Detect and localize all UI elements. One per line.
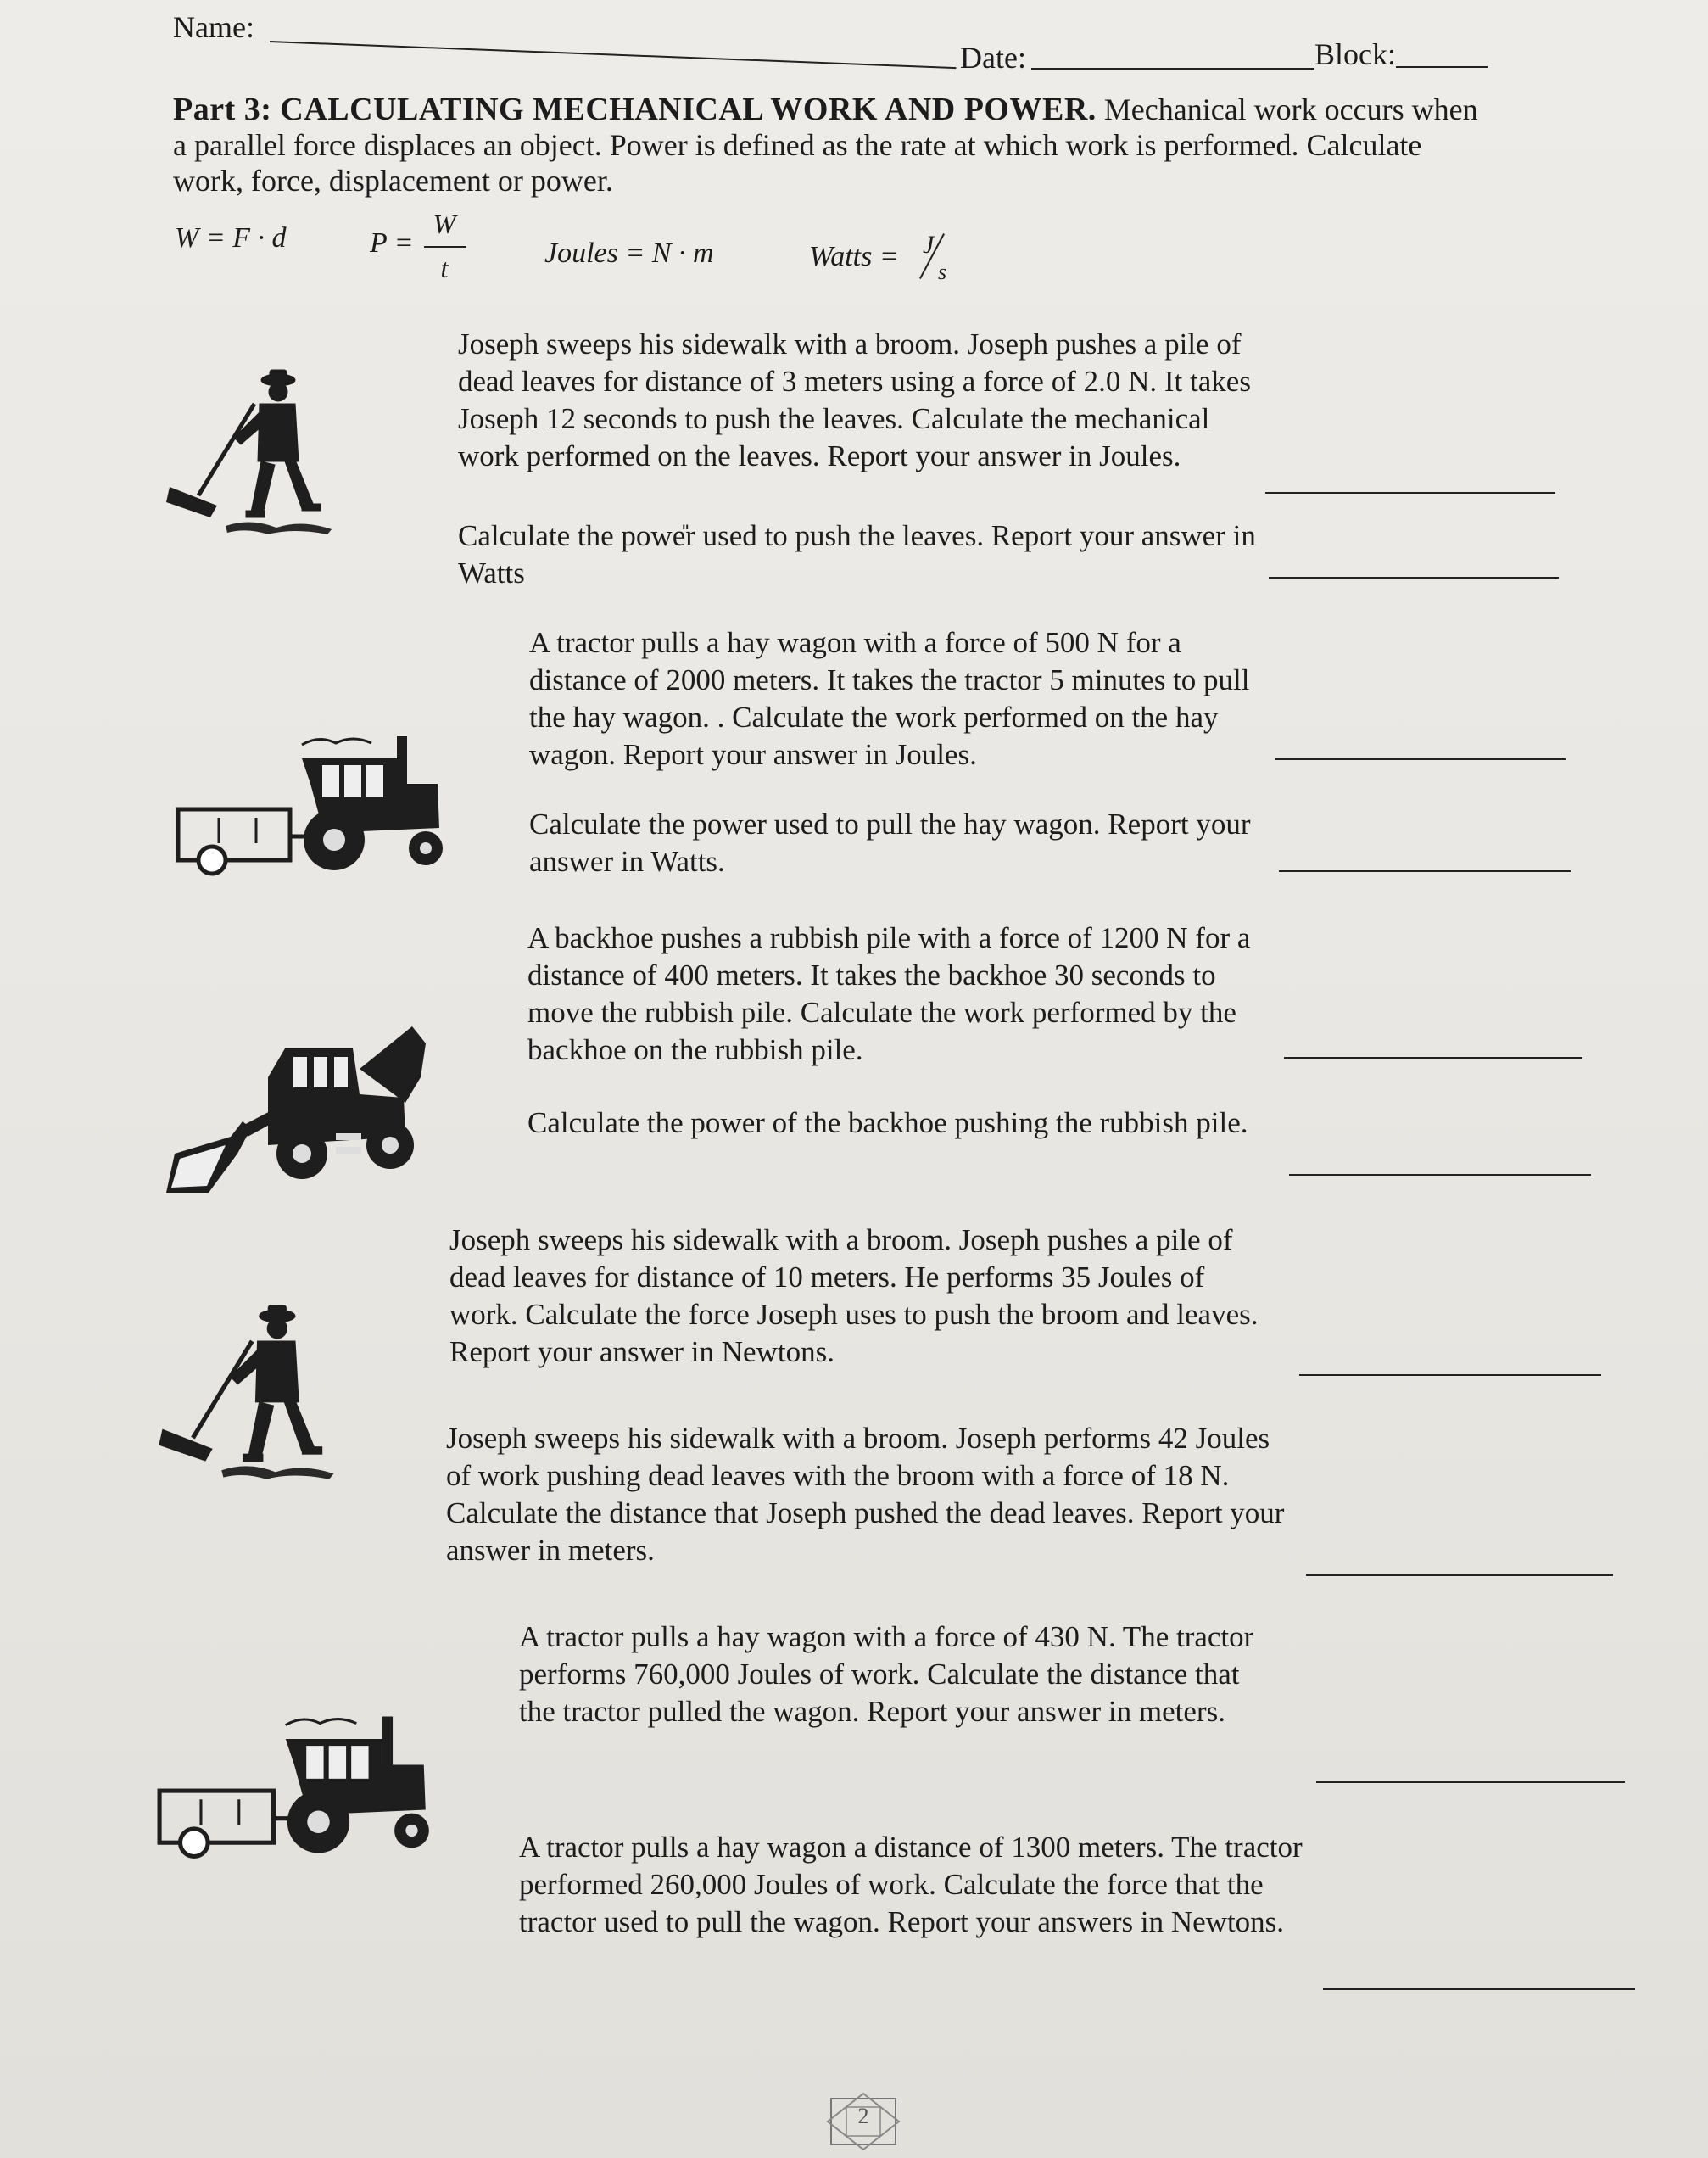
- backhoe-illustration: [166, 1026, 429, 1196]
- sweeper-illustration-2: [158, 1294, 339, 1483]
- problem-8-distance: Joseph sweeps his sidewalk with a broom. Joseph performs 42 Joules of work pushing dead leaves with the broom with a force of 18 N. Calculate the distance that Joseph pushed the dead leaves. Report your answer in meters.: [446, 1422, 1285, 1567]
- section-description: Mechanical work occurs when a parallel force displaces an object. Power is defined as the rate at which work is performed. Calculate work, force, displacement or power.: [173, 92, 1478, 198]
- watts-formula-lhs: Watts =: [809, 241, 899, 272]
- power-formula-denominator: t: [440, 253, 449, 283]
- problem-5-work: A backhoe pushes a rubbish pile with a force of 1200 N for a distance of 400 meters. It takes the backhoe 30 seconds to move the rubbish pile. Calculate the work performed by the backhoe on the rubbish pile.: [527, 921, 1251, 1066]
- problem-1-work: Joseph sweeps his sidewalk with a broom. Joseph pushes a pile of dead leaves for distance of 3 meters using a force of 2.0 N. It takes Joseph 12 seconds to push the leaves. Calculate the mechanical work performed on the leaves. Report your answer in Joules.: [458, 327, 1251, 472]
- name-label: Name:: [173, 10, 254, 44]
- man-sweeping-icon: [166, 360, 336, 538]
- answer-line-2[interactable]: [1269, 577, 1559, 579]
- answer-line-1[interactable]: [1265, 492, 1555, 494]
- page-number: 2: [857, 2104, 869, 2128]
- block-label: Block:: [1314, 37, 1396, 71]
- answer-line-8[interactable]: [1306, 1574, 1613, 1576]
- problem-3-work: A tractor pulls a hay wagon with a force of 500 N for a distance of 2000 meters. It takes the tractor 5 minutes to pull the hay wagon. . Calculate the work performed on the hay wagon. Report your answer in Joules.: [529, 626, 1250, 771]
- answer-line-9[interactable]: [1316, 1781, 1625, 1783]
- problem-10-force: A tractor pulls a hay wagon a distance of 1300 meters. The tractor performed 260,000 Joules of work. Calculate the force that the tractor used to pull the wagon. Report your answers in Newtons.: [519, 1831, 1303, 1938]
- watts-formula-denominator: s: [938, 260, 947, 284]
- block-field[interactable]: [1396, 66, 1488, 68]
- section-intro: [173, 92, 1496, 198]
- tractor-wagon-illustration-2: [156, 1708, 436, 1864]
- watts-formula-numerator: J: [923, 231, 935, 259]
- section-title: Part 3: CALCULATING MECHANICAL WORK AND POWER.: [173, 92, 1097, 127]
- problem-4-power: Calculate the power used to pull the hay wagon. Report your answer in Watts.: [529, 808, 1251, 878]
- tractor-icon: [175, 733, 449, 877]
- date-label: Date:: [960, 41, 1026, 75]
- answer-line-7[interactable]: [1299, 1374, 1601, 1376]
- answer-line-3[interactable]: [1275, 758, 1566, 760]
- problem-6-power: Calculate the power of the backhoe pushing the rubbish pile.: [527, 1106, 1248, 1139]
- backhoe-icon: [166, 1026, 429, 1196]
- sweeper-illustration: [166, 360, 336, 538]
- answer-line-6[interactable]: [1289, 1174, 1591, 1176]
- name-field[interactable]: [270, 41, 956, 69]
- man-sweeping-icon: [158, 1294, 339, 1483]
- date-field[interactable]: [1031, 68, 1314, 70]
- tractor-icon: [156, 1708, 436, 1864]
- joules-formula: Joules = N · m: [544, 238, 714, 269]
- problem-7-force: Joseph sweeps his sidewalk with a broom. Joseph pushes a pile of dead leaves for distance of 10 meters. He performs 35 Joules of work. Calculate the force Joseph uses to push the broom and leaves. Report your answer in Newtons.: [449, 1223, 1259, 1368]
- answer-line-10[interactable]: [1323, 1988, 1635, 1990]
- power-fraction-bar: [424, 246, 466, 248]
- answer-line-4[interactable]: [1279, 870, 1571, 872]
- power-formula-numerator: W: [433, 209, 456, 239]
- tractor-wagon-illustration-1: [175, 733, 449, 877]
- power-formula-lhs: P =: [370, 227, 414, 259]
- problem-9-distance: A tractor pulls a hay wagon with a force of 430 N. The tractor performs 760,000 Joules of work. Calculate the distance that the tractor pulled the wagon. Report your answer in meters.: [519, 1620, 1254, 1728]
- problem-2-power: Calculate the powe̎r used to push the leaves. Report your answer in Watts: [458, 519, 1256, 590]
- page-number-ornament: [821, 2092, 906, 2151]
- answer-line-5[interactable]: [1284, 1057, 1582, 1059]
- work-formula: W = F · d: [175, 222, 287, 254]
